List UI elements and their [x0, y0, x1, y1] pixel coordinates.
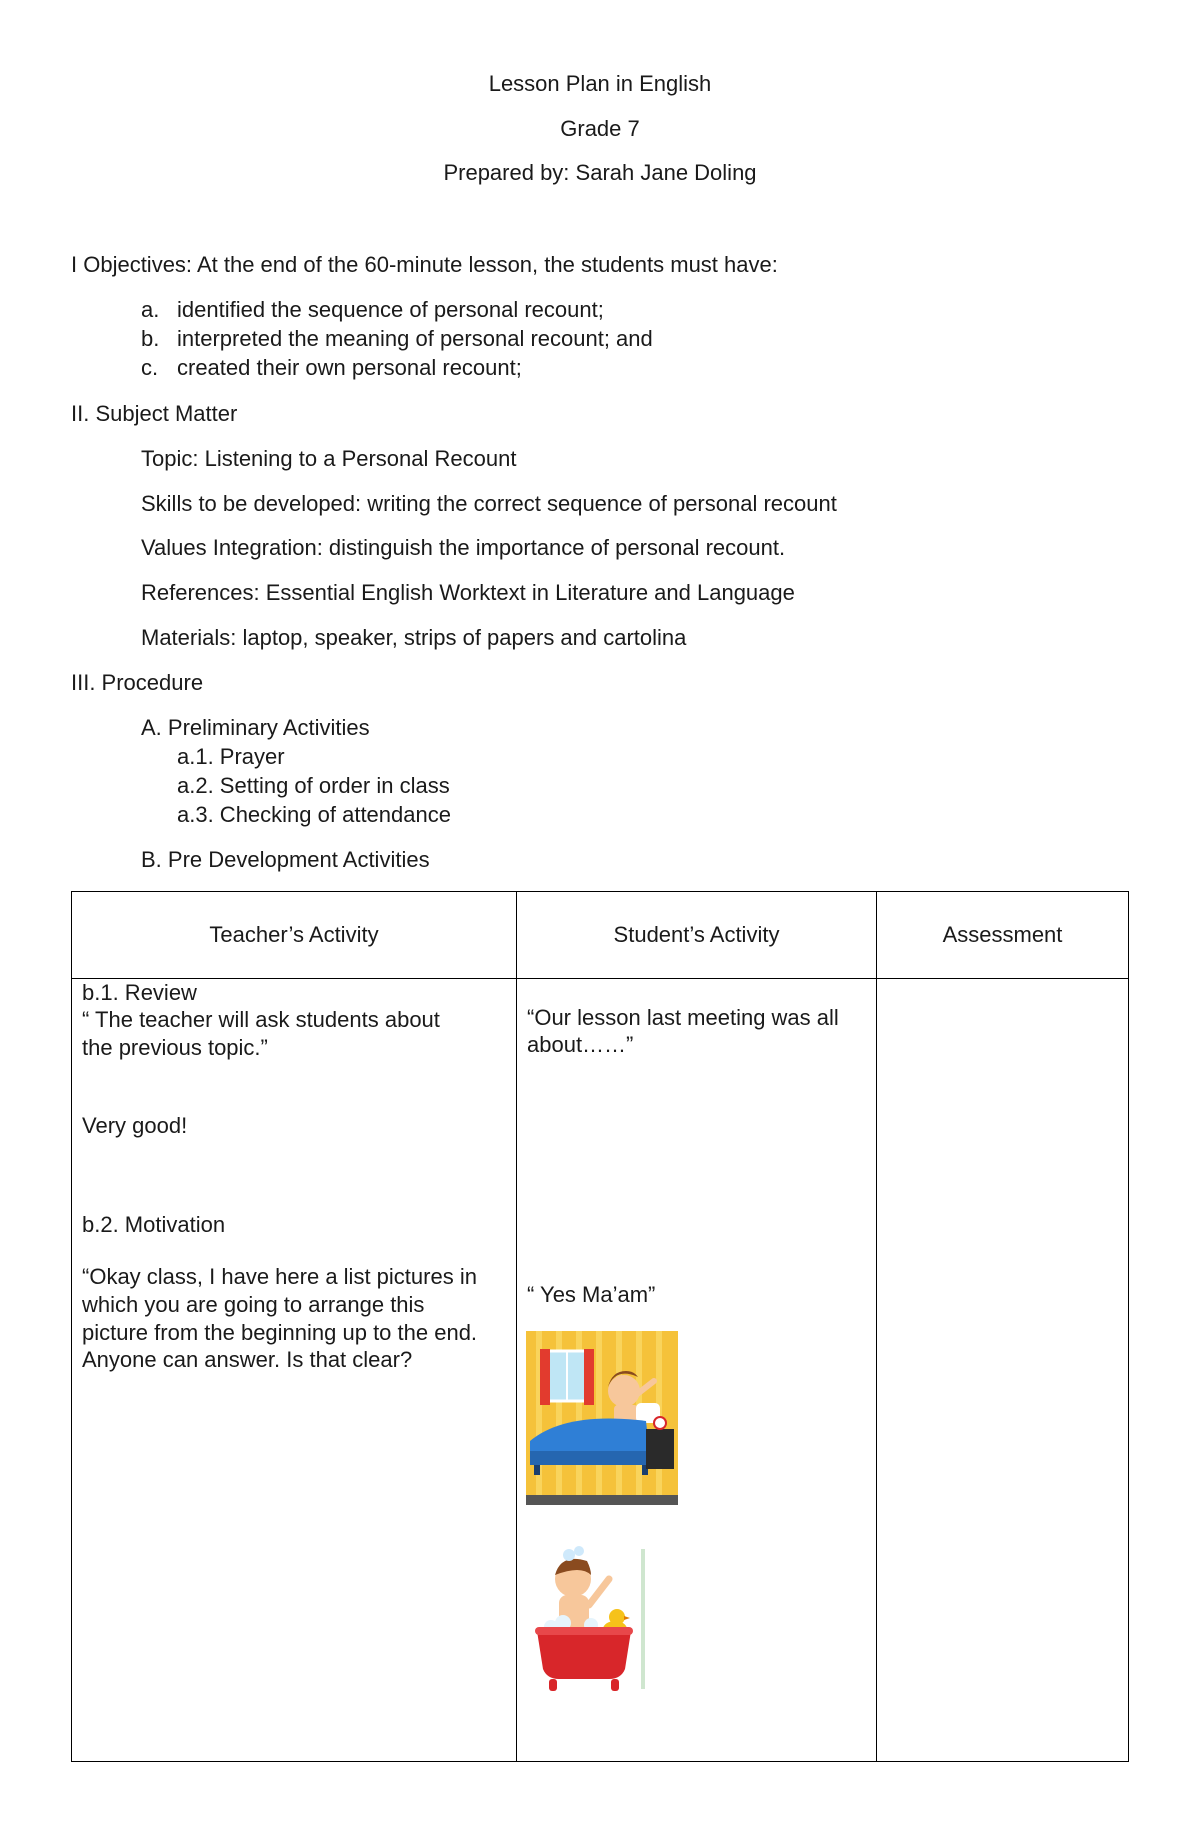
materials-line: Materials: laptop, speaker, strips of papers and cartolina	[141, 625, 687, 650]
table-header-row	[72, 892, 1129, 979]
activity-table	[71, 891, 1129, 1762]
objective-text: interpreted the meaning of personal recount; and	[177, 326, 653, 351]
topic-line: Topic: Listening to a Personal Recount	[141, 446, 517, 471]
review-line: the previous topic.”	[82, 1035, 268, 1060]
objective-item	[141, 325, 653, 354]
assessment-header: Assessment	[877, 892, 1129, 979]
prelim-item: a.2. Setting of order in class	[177, 773, 450, 798]
prelim-item: a.3. Checking of attendance	[177, 802, 451, 827]
teacher-activity-cell	[72, 979, 517, 1762]
review-title: b.1. Review	[82, 980, 197, 1005]
document-title: Lesson Plan in English	[488, 71, 712, 96]
grade-label: Grade 7	[560, 116, 640, 141]
boy-waking-up-image	[526, 1331, 678, 1505]
table-row	[72, 979, 1129, 1762]
preliminary-heading: A. Preliminary Activities	[141, 715, 370, 740]
objective-item	[141, 354, 522, 383]
prepared-by: Prepared by: Sarah Jane Doling	[443, 160, 757, 185]
window	[540, 1349, 594, 1405]
student-answer-line: “Our lesson last meeting was all	[527, 1005, 839, 1030]
very-good-text: Very good!	[82, 1113, 188, 1138]
student-activity-header: Student’s Activity	[517, 892, 877, 979]
motivation-line: Anyone can answer. Is that clear?	[82, 1347, 413, 1372]
motivation-line: which you are going to arrange this	[82, 1292, 425, 1317]
objective-mark: b.	[141, 326, 160, 351]
watermark-strip	[641, 1549, 645, 1689]
assessment-cell	[877, 979, 1129, 1762]
subject-matter-heading: II. Subject Matter	[71, 401, 238, 426]
motivation-line: “Okay class, I have here a list pictures in	[82, 1264, 477, 1289]
procedure-heading: III. Procedure	[71, 670, 204, 695]
objective-mark: a.	[141, 297, 160, 322]
prelim-item: a.1. Prayer	[177, 744, 285, 769]
teacher-activity-header: Teacher’s Activity	[72, 892, 517, 979]
references-line: References: Essential English Worktext in Literature and Language	[141, 580, 795, 605]
pre-development-heading: B. Pre Development Activities	[141, 847, 430, 872]
values-line: Values Integration: distinguish the importance of personal recount.	[141, 535, 786, 560]
objective-text: identified the sequence of personal recount;	[177, 297, 604, 322]
student-yes-answer: “ Yes Ma’am”	[527, 1282, 656, 1307]
objective-item	[141, 296, 604, 325]
image-caption-bar	[526, 1495, 678, 1505]
review-line: “ The teacher will ask students about	[82, 1007, 440, 1032]
skills-line: Skills to be developed: writing the correct sequence of personal recount	[141, 491, 837, 516]
boy-bathing-image	[531, 1539, 651, 1699]
motivation-line: picture from the beginning up to the end.	[82, 1320, 478, 1345]
student-activity-cell	[517, 979, 877, 1762]
student-answer-line: about……”	[527, 1032, 634, 1057]
objective-mark: c.	[141, 355, 159, 380]
objectives-heading: I Objectives: At the end of the 60-minute lesson, the students must have:	[71, 252, 778, 277]
objective-text: created their own personal recount;	[177, 355, 522, 380]
motivation-title: b.2. Motivation	[82, 1212, 226, 1237]
